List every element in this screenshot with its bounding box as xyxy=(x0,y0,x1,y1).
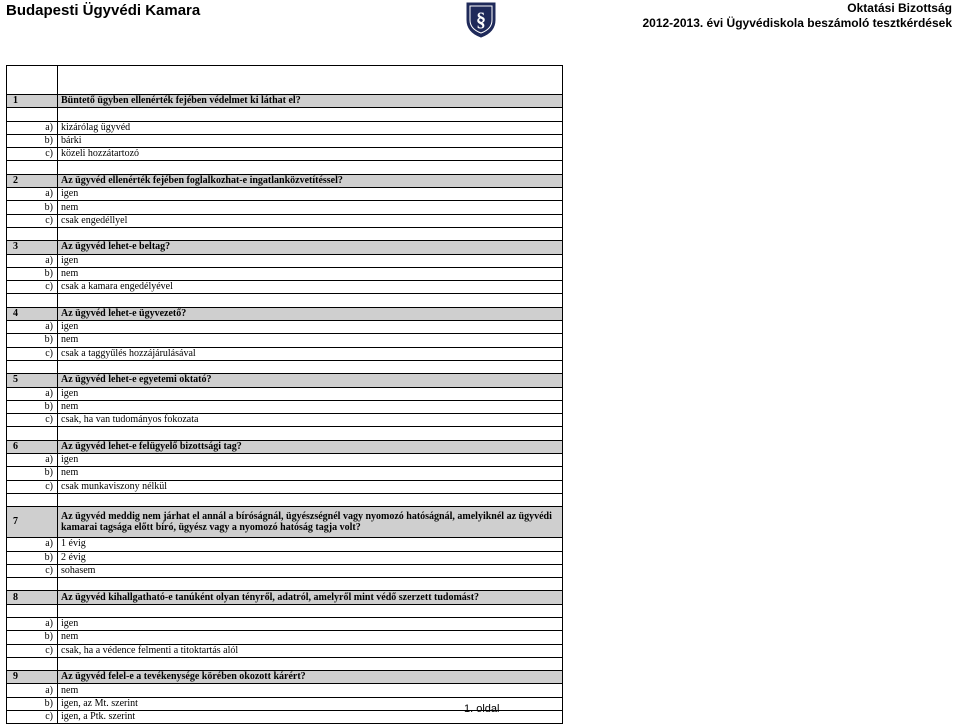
question-text: Az ügyvéd felel-e a tevékenysége körében okozott kárért? xyxy=(58,671,563,684)
page-number: 1. oldal xyxy=(464,703,500,715)
spacer-cell xyxy=(58,227,563,240)
answer-row xyxy=(7,684,563,697)
svg-text:§: § xyxy=(476,9,486,31)
spacer-cell xyxy=(58,657,563,670)
question-text: Büntető ügyben ellenérték fejében védelmet ki láthat el? xyxy=(58,95,563,108)
answer-text: nem xyxy=(58,334,563,347)
question-row xyxy=(7,307,563,320)
answer-row xyxy=(7,121,563,134)
question-row xyxy=(7,241,563,254)
answer-letter: c) xyxy=(7,480,58,493)
question-text: Az ügyvéd lehet-e egyetemi oktató? xyxy=(58,374,563,387)
answer-letter: c) xyxy=(7,711,58,724)
header-subtitle: 2012-2013. évi Ügyvédiskola beszámoló tesztkérdések xyxy=(642,16,952,30)
spacer-cell xyxy=(58,578,563,591)
question-number: 5 xyxy=(7,374,58,387)
answer-letter: a) xyxy=(7,617,58,630)
answer-text: nem xyxy=(58,631,563,644)
spacer-cell xyxy=(7,493,58,506)
answer-row xyxy=(7,644,563,657)
header-committee: Oktatási Bizottság xyxy=(847,1,952,15)
answer-text: bárki xyxy=(58,134,563,147)
question-row xyxy=(7,507,563,538)
spacer-row xyxy=(7,657,563,670)
spacer-cell xyxy=(58,108,563,121)
answer-text: 2 évig xyxy=(58,551,563,564)
spacer-row xyxy=(7,108,563,121)
answer-letter: c) xyxy=(7,644,58,657)
spacer-cell xyxy=(7,604,58,617)
answer-row xyxy=(7,334,563,347)
spacer-cell xyxy=(58,427,563,440)
spacer-row xyxy=(7,493,563,506)
answer-letter: c) xyxy=(7,214,58,227)
answer-text: nem xyxy=(58,467,563,480)
spacer-row xyxy=(7,427,563,440)
answer-text: sohasem xyxy=(58,564,563,577)
question-text: Az ügyvéd lehet-e felügyelő bizottsági tag? xyxy=(58,440,563,453)
answer-letter: b) xyxy=(7,551,58,564)
question-text: Az ügyvéd meddig nem járhat el annál a bíróságnál, ügyészségnél vagy nyomozó hatóságnál, amelyiknél az ügyvédi kamarai tagsága előtt bíró, ügyész vagy a nyomozó hatóság tagja volt? xyxy=(58,507,563,538)
answer-row xyxy=(7,480,563,493)
answer-text: igen xyxy=(58,188,563,201)
answer-row xyxy=(7,134,563,147)
answer-letter: a) xyxy=(7,188,58,201)
question-row xyxy=(7,95,563,108)
answer-text: csak engedéllyel xyxy=(58,214,563,227)
answer-letter: b) xyxy=(7,267,58,280)
answer-letter: a) xyxy=(7,454,58,467)
spacer-cell xyxy=(58,294,563,307)
answer-letter: c) xyxy=(7,347,58,360)
spacer-cell xyxy=(7,360,58,373)
answer-letter: a) xyxy=(7,538,58,551)
question-row xyxy=(7,440,563,453)
header-title: Budapesti Ügyvédi Kamara xyxy=(6,2,201,19)
answer-text: igen xyxy=(58,617,563,630)
question-number: 8 xyxy=(7,591,58,604)
spacer-cell xyxy=(7,108,58,121)
answer-text: közeli hozzátartozó xyxy=(58,148,563,161)
question-row xyxy=(7,374,563,387)
answer-letter: b) xyxy=(7,334,58,347)
answer-text: csak, ha van tudományos fokozata xyxy=(58,414,563,427)
answer-text: csak a taggyűlés hozzájárulásával xyxy=(58,347,563,360)
spacer-cell xyxy=(7,578,58,591)
question-number: 6 xyxy=(7,440,58,453)
answer-letter: b) xyxy=(7,697,58,710)
questions-table xyxy=(6,65,563,724)
question-text: Az ügyvéd kihallgatható-e tanúként olyan tényről, adatról, amelyről mint védő szerzett tudomást? xyxy=(58,591,563,604)
answer-letter: a) xyxy=(7,684,58,697)
answer-row xyxy=(7,564,563,577)
answer-letter: c) xyxy=(7,414,58,427)
answer-row xyxy=(7,538,563,551)
answer-row xyxy=(7,454,563,467)
answer-letter: c) xyxy=(7,148,58,161)
answer-text: igen xyxy=(58,387,563,400)
spacer-cell xyxy=(58,66,563,95)
spacer-row xyxy=(7,604,563,617)
answer-text: nem xyxy=(58,684,563,697)
question-text: Az ügyvéd lehet-e beltag? xyxy=(58,241,563,254)
answer-letter: c) xyxy=(7,281,58,294)
answer-text: nem xyxy=(58,400,563,413)
answer-row xyxy=(7,387,563,400)
spacer-row xyxy=(7,360,563,373)
header-right xyxy=(642,1,952,31)
answer-letter: b) xyxy=(7,467,58,480)
spacer-cell xyxy=(7,427,58,440)
spacer-row xyxy=(7,294,563,307)
answer-text: igen xyxy=(58,321,563,334)
answer-row xyxy=(7,551,563,564)
question-row xyxy=(7,671,563,684)
spacer-row xyxy=(7,578,563,591)
question-number: 9 xyxy=(7,671,58,684)
answer-row xyxy=(7,267,563,280)
answer-letter: a) xyxy=(7,254,58,267)
answer-text: igen, az Mt. szerint xyxy=(58,697,563,710)
question-number: 2 xyxy=(7,174,58,187)
spacer-cell xyxy=(7,294,58,307)
spacer-cell xyxy=(7,657,58,670)
answer-row xyxy=(7,617,563,630)
answer-text: igen, a Ptk. szerint xyxy=(58,711,563,724)
answer-letter: a) xyxy=(7,387,58,400)
answer-row xyxy=(7,281,563,294)
answer-text: nem xyxy=(58,201,563,214)
answer-row xyxy=(7,321,563,334)
spacer-cell xyxy=(58,604,563,617)
question-row xyxy=(7,591,563,604)
answer-row xyxy=(7,254,563,267)
question-number: 7 xyxy=(7,507,58,538)
answer-row xyxy=(7,188,563,201)
spacer-cell xyxy=(7,66,58,95)
shield-paragraph-icon xyxy=(465,0,497,38)
answer-text: kizárólag ügyvéd xyxy=(58,121,563,134)
answer-row xyxy=(7,214,563,227)
spacer-row xyxy=(7,227,563,240)
answer-row xyxy=(7,467,563,480)
question-number: 3 xyxy=(7,241,58,254)
spacer-cell xyxy=(58,161,563,174)
answer-text: csak, ha a védence felmenti a titoktartás alól xyxy=(58,644,563,657)
spacer-cell xyxy=(7,227,58,240)
answer-row xyxy=(7,414,563,427)
answer-letter: b) xyxy=(7,631,58,644)
answer-text: csak munkaviszony nélkül xyxy=(58,480,563,493)
question-number: 4 xyxy=(7,307,58,320)
answer-letter: b) xyxy=(7,201,58,214)
answer-letter: b) xyxy=(7,400,58,413)
answer-row xyxy=(7,400,563,413)
answer-row xyxy=(7,148,563,161)
answer-row xyxy=(7,347,563,360)
question-text: Az ügyvéd ellenérték fejében foglalkozhat-e ingatlanközvetítéssel? xyxy=(58,174,563,187)
answer-letter: a) xyxy=(7,321,58,334)
spacer-cell xyxy=(58,493,563,506)
question-number: 1 xyxy=(7,95,58,108)
answer-text: 1 évig xyxy=(58,538,563,551)
question-text: Az ügyvéd lehet-e ügyvezető? xyxy=(58,307,563,320)
spacer-row xyxy=(7,66,563,95)
answer-letter: a) xyxy=(7,121,58,134)
spacer-cell xyxy=(58,360,563,373)
answer-text: igen xyxy=(58,454,563,467)
answer-letter: b) xyxy=(7,134,58,147)
answer-text: nem xyxy=(58,267,563,280)
answer-text: csak a kamara engedélyével xyxy=(58,281,563,294)
question-row xyxy=(7,174,563,187)
spacer-cell xyxy=(7,161,58,174)
spacer-row xyxy=(7,161,563,174)
answer-row xyxy=(7,631,563,644)
answer-letter: c) xyxy=(7,564,58,577)
answer-row xyxy=(7,201,563,214)
answer-text: igen xyxy=(58,254,563,267)
